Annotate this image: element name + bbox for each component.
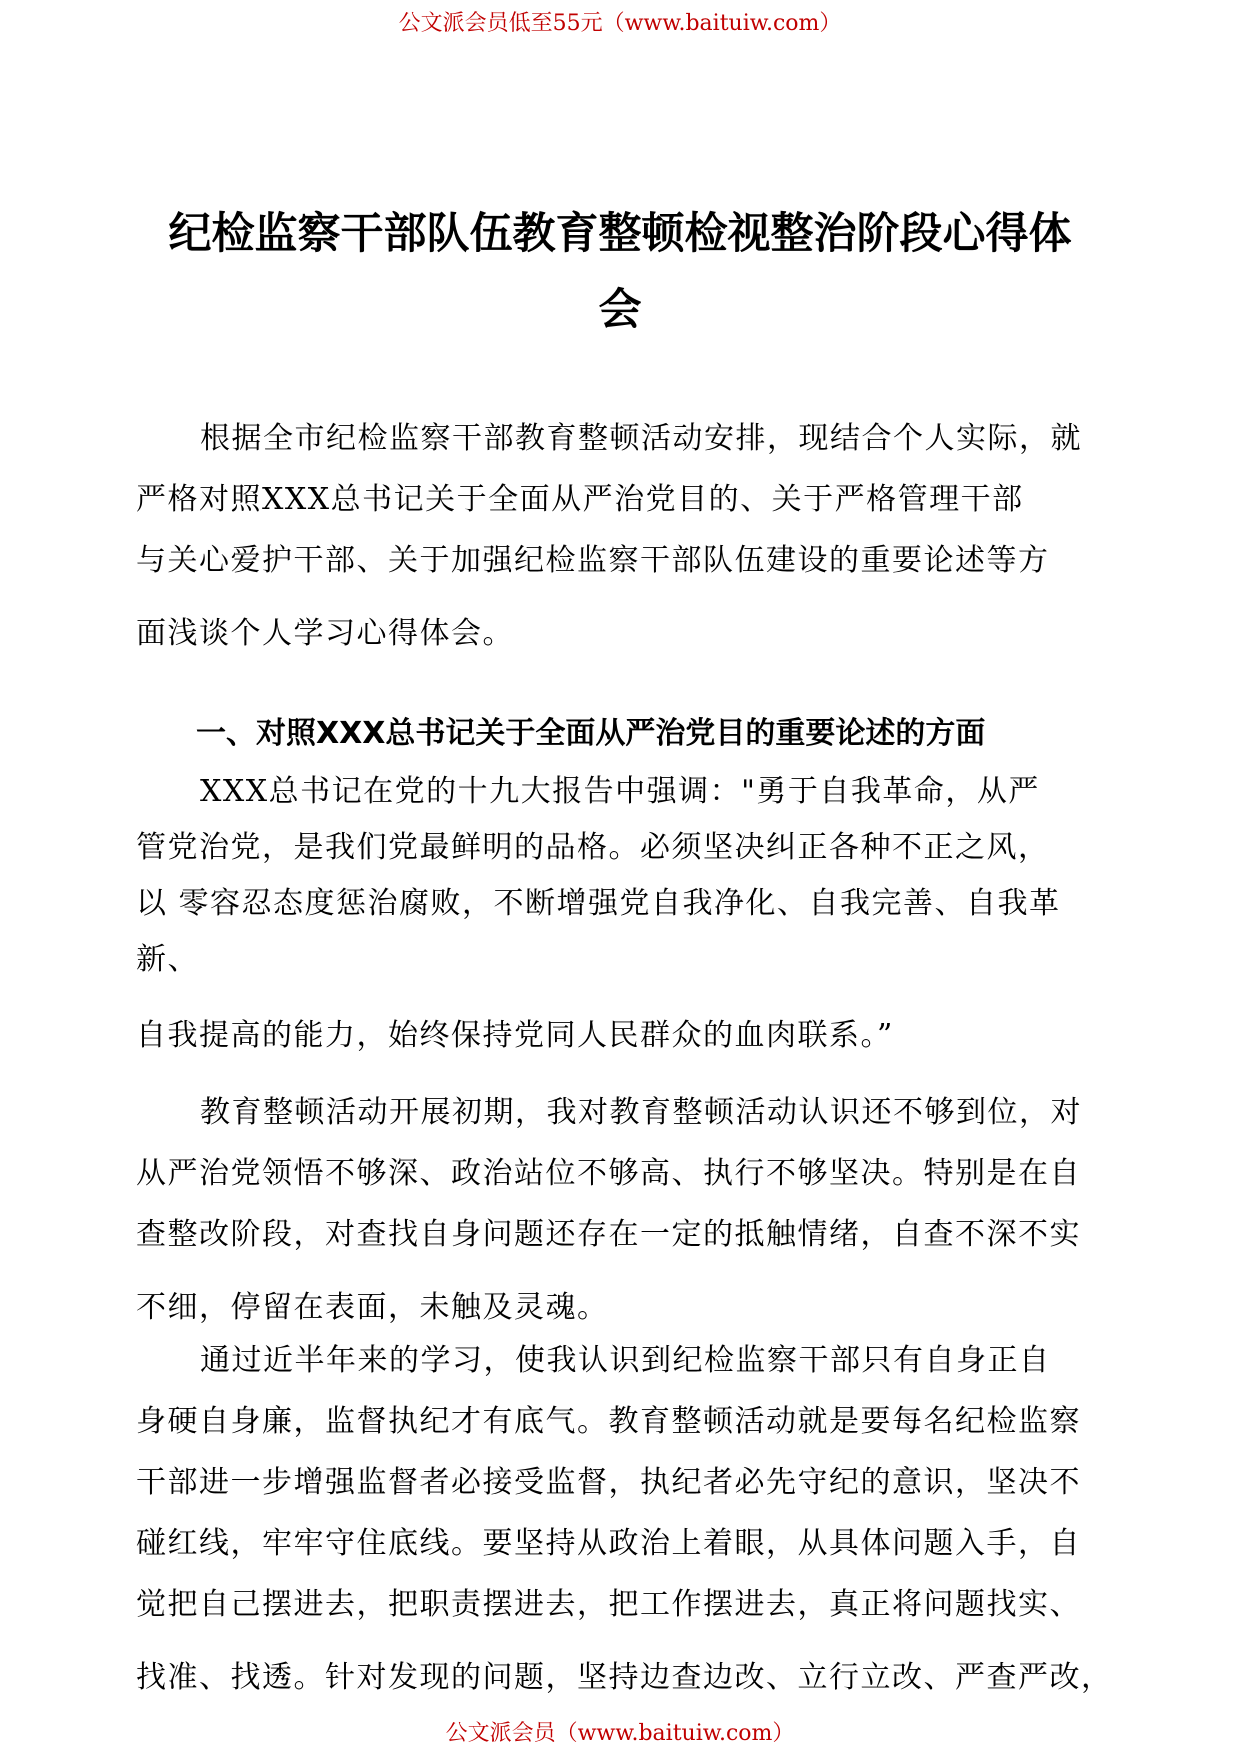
quote-line-4: 新、 [136,942,199,977]
para3-line-6: 找准、找透。针对发现的问题，坚持边查边改、立行立改、严查严改， [136,1660,1113,1695]
document-title [130,196,1110,348]
para3-line-4: 碰红线，牢牢守住底线。要坚持从政治上着眼，从具体问题入手，自 [136,1526,1081,1561]
section-heading-1: 一、对照XXX总书记关于全面从严治党目的重要论述的方面 [196,716,986,751]
paragraph-3 [136,1330,1116,1708]
intro-line-4: 面浅谈个人学习心得体会。 [136,616,514,651]
paragraph-2 [136,1082,1116,1338]
para2-line-3: 查整改阶段，对查找自身问题还存在一定的抵触情绪，自查不深不实 [136,1217,1081,1252]
intro-line-3: 与关心爱护干部、关于加强纪检监察干部队伍建设的重要论述等方 [136,543,1050,578]
quote-line-5: 自我提高的能力，始终保持党同人民群众的血肉联系。” [136,1018,894,1053]
quote-line-1: XXX总书记在党的十九大报告中强调："勇于自我革命，从严 [200,774,1040,809]
header-promo-banner: 公文派会员低至55元（www.baituiw.com） [398,11,842,36]
para2-line-4: 不细，停留在表面，未触及灵魂。 [136,1290,609,1325]
document-title-line-1: 纪检监察干部队伍教育整顿检视整治阶段心得体 [168,209,1072,259]
intro-line-1: 根据全市纪检监察干部教育整顿活动安排，现结合个人实际，就 [200,421,1082,456]
footer-promo-banner: 公文派会员（www.baituiw.com） [445,1721,795,1746]
document-title-line-2: 会 [598,285,642,335]
quote-line-2: 管党治党，是我们党最鲜明的品格。必须坚决纠正各种不正之风， [136,830,1050,865]
para3-line-5: 觉把自己摆进去，把职责摆进去，把工作摆进去，真正将问题找实、 [136,1587,1081,1622]
quote-paragraph [136,764,1116,1064]
quote-line-3: 以 零容忍态度惩治腐败，不断增强党自我净化、自我完善、自我革 [136,886,1061,921]
para3-line-1: 通过近半年来的学习，使我认识到纪检监察干部只有自身正自 [200,1343,1051,1378]
para2-line-2: 从严治党领悟不够深、政治站位不够高、执行不够坚决。特别是在自 [136,1156,1081,1191]
para2-line-1: 教育整顿活动开展初期，我对教育整顿活动认识还不够到位，对 [200,1095,1082,1130]
intro-line-2: 严格对照XXX总书记关于全面从严治党目的、关于严格管理干部 [136,482,1024,517]
para3-line-3: 干部进一步增强监督者必接受监督，执纪者必先守纪的意识，坚决不 [136,1465,1081,1500]
intro-paragraph [136,408,1116,664]
para3-line-2: 身硬自身廉，监督执纪才有底气。教育整顿活动就是要每名纪检监察 [136,1404,1081,1439]
